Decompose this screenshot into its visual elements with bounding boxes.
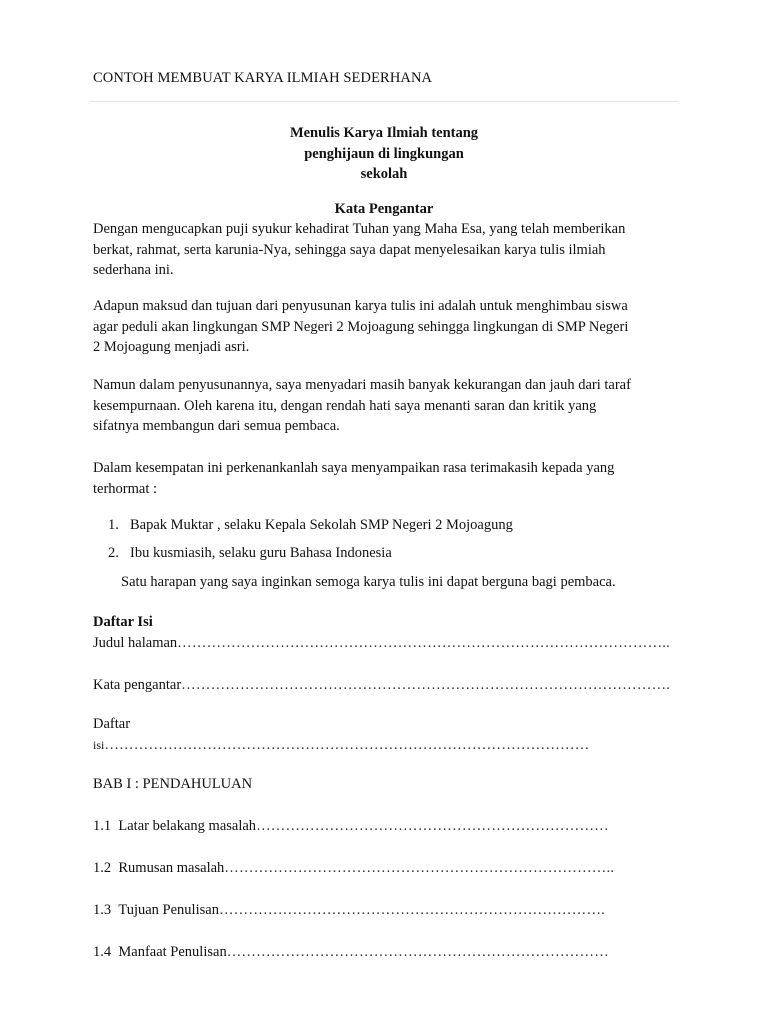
toc-label: Judul halaman — [93, 635, 178, 651]
toc-entry — [93, 635, 670, 652]
document-title — [0, 123, 768, 185]
paragraph — [93, 219, 683, 281]
paragraph-line: Dalam kesempatan ini perkenankanlah saya menyampaikan rasa terimakasih kepada yang — [93, 460, 615, 476]
toc-entry — [93, 737, 589, 754]
paragraph-line: kesempurnaan. Oleh karena itu, dengan rendah hati saya menanti saran dan kritik yang — [93, 397, 597, 414]
toc-number: 1.1 — [93, 818, 112, 834]
kata-pengantar-heading: Kata Pengantar — [334, 201, 434, 217]
list-text: Bapak Muktar , selaku Kepala Sekolah SMP Negeri 2 Mojoagung — [130, 517, 513, 533]
toc-leader: ……………………………………………………………………………………… — [104, 737, 590, 753]
list-item — [108, 517, 513, 534]
toc-leader: ……………………………………………………………… — [256, 818, 609, 834]
toc-entry — [93, 902, 605, 919]
toc-leader: ……………………………………………………………………. — [218, 902, 605, 918]
toc-label: Tujuan Penulisan — [118, 902, 219, 918]
toc-label: isi — [93, 738, 105, 752]
paragraph — [93, 458, 683, 499]
list-text: Ibu kusmiasih, selaku guru Bahasa Indonesia — [130, 545, 392, 561]
toc-number: 1.3 — [93, 902, 112, 918]
toc-entry — [93, 944, 609, 961]
paragraph-line: 2 Mojoagung menjadi asri. — [93, 339, 250, 355]
toc-label: Rumusan masalah — [118, 860, 225, 876]
toc-entry — [93, 677, 670, 694]
title-line: Menulis Karya Ilmiah tentang — [289, 125, 479, 141]
paragraph-line: sifatnya membangun dari semua pembaca. — [93, 418, 340, 434]
toc-number: 1.2 — [93, 860, 112, 876]
toc-leader: …………………………………………………………………….. — [224, 860, 615, 876]
paragraph — [93, 296, 683, 358]
toc-entry-label: Daftar — [93, 716, 131, 732]
toc-label: Manfaat Penulisan — [118, 944, 227, 960]
toc-leader: ……………………………………………………………………………………….. — [177, 635, 670, 651]
toc-entry — [93, 818, 609, 835]
title-line: sekolah — [360, 166, 408, 182]
paragraph-line: terhormat : — [93, 480, 158, 497]
list-item — [108, 545, 392, 562]
paragraph-line: Adapun maksud dan tujuan dari penyusunan karya tulis ini adalah untuk menghimbau siswa — [93, 298, 628, 314]
toc-leader: …………………………………………………………………… — [226, 944, 609, 960]
closing-paragraph: Satu harapan yang saya inginkan semoga karya tulis ini dapat berguna bagi pembaca. — [121, 574, 616, 590]
toc-number: 1.4 — [93, 944, 112, 960]
bab-heading: BAB I : PENDAHULUAN — [93, 776, 253, 792]
toc-label: Kata pengantar — [93, 677, 182, 693]
paragraph-line: sederhana ini. — [93, 262, 174, 278]
list-number: 1. — [108, 517, 119, 533]
list-number: 2. — [108, 545, 119, 561]
paragraph-line: agar peduli akan lingkungan SMP Negeri 2 Mojoagung sehingga lingkungan di SMP Negeri — [93, 318, 629, 335]
document-header-title: CONTOH MEMBUAT KARYA ILMIAH SEDERHANA — [93, 70, 433, 86]
toc-entry — [93, 860, 614, 877]
paragraph — [93, 375, 683, 437]
paragraph-line: Namun dalam penyusunannya, saya menyadari masih banyak kekurangan dan jauh dari taraf — [93, 377, 631, 393]
paragraph-line: berkat, rahmat, serta karunia-Nya, sehingga saya dapat menyelesaikan karya tulis ilmiah — [93, 241, 606, 258]
daftar-isi-heading: Daftar Isi — [93, 614, 153, 630]
title-line: penghijaun di lingkungan — [304, 145, 464, 162]
header-divider — [90, 101, 678, 102]
paragraph-line: Dengan mengucapkan puji syukur kehadirat Tuhan yang Maha Esa, yang telah memberikan — [93, 221, 626, 237]
toc-leader: ………………………………………………………………………………………. — [181, 677, 671, 693]
toc-label: Latar belakang masalah — [118, 818, 257, 834]
